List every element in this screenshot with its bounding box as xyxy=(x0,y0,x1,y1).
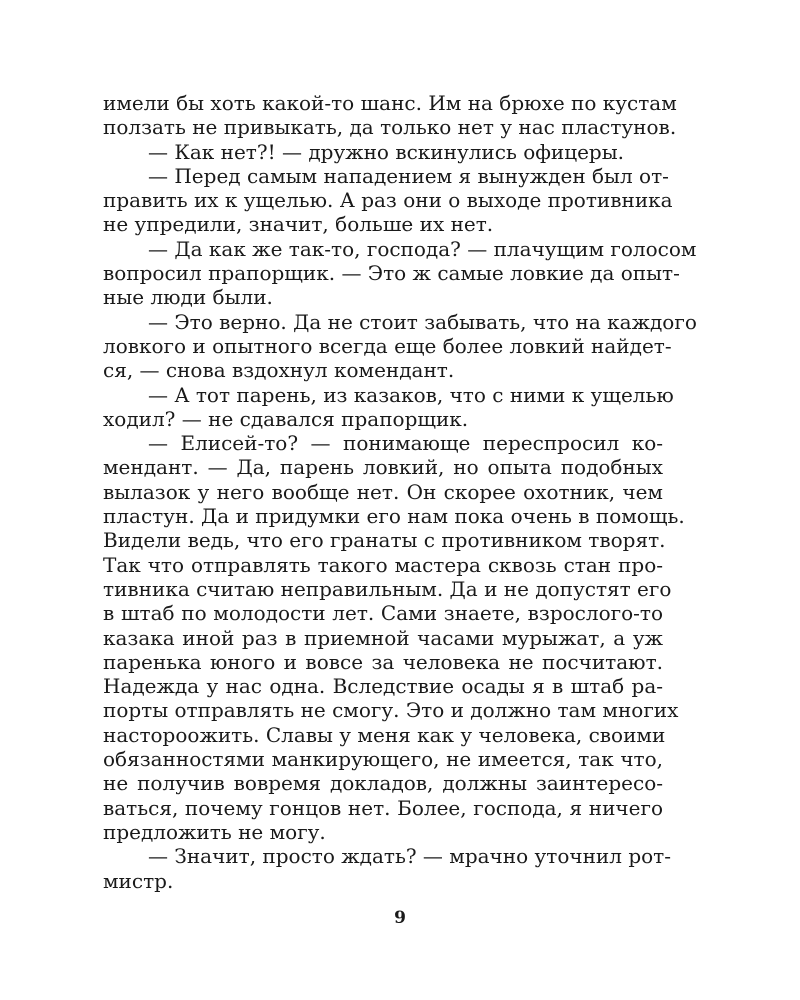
text-line: тивника считаю неправильным. Да и не допустят его xyxy=(103,576,672,601)
page-number: 9 xyxy=(394,908,406,928)
text-line: — Перед самым нападением я вынужден был от- xyxy=(148,163,669,188)
text-line: вопросил прапорщик. — Это ж самые ловкие да опыт- xyxy=(103,261,680,286)
text-line: ловкого и опытного всегда еще более ловкий найдет- xyxy=(103,333,672,358)
text-line: не упредили, значит, больше их нет. xyxy=(103,212,494,237)
text-line: пластун. Да и придумки его нам пока очень в помощь. xyxy=(103,504,685,529)
text-line: мистр. xyxy=(103,868,174,893)
text-line: мендант. — Да, парень ловкий, но опыта подобных xyxy=(103,455,663,480)
text-line: — Значит, просто ждать? — мрачно уточнил рот- xyxy=(148,844,671,869)
text-line: обязанностями манкирующего, не имеется, так что, xyxy=(103,747,663,772)
text-line: предложить не могу. xyxy=(103,819,326,844)
text-line: — Елисей-то? — понимающе переспросил ко- xyxy=(148,431,663,456)
text-line: — Да как же так-то, господа? — плачущим голосом xyxy=(148,236,697,261)
text-line: паренька юного и вовсе за человека не посчитают. xyxy=(103,649,663,674)
text-line: — А тот парень, из казаков, что с ними к ущелью xyxy=(148,382,674,407)
body-text xyxy=(103,91,697,893)
text-line: вылазок у него вообще нет. Он скорее охотник, чем xyxy=(103,479,663,504)
text-line: ползать не привыкать, да только нет у нас пластунов. xyxy=(103,115,677,140)
text-line: Так что отправлять такого мастера сквозь стан про- xyxy=(103,552,663,577)
text-line: в штаб по молодости лет. Сами знаете, взрослого-то xyxy=(103,601,663,626)
text-line: ся, — снова вздохнул комендант. xyxy=(103,358,455,383)
text-line: Надежда у нас одна. Вследствие осады я в штаб ра- xyxy=(103,674,663,699)
text-line: ходил? — не сдавался прапорщик. xyxy=(103,406,469,431)
text-line: ные люди были. xyxy=(103,285,273,310)
text-line: ваться, почему гонцов нет. Более, господа, я ничего xyxy=(103,795,663,820)
text-line: — Как нет?! — дружно вскинулись офицеры. xyxy=(148,139,625,164)
text-line: не получив вовремя докладов, должны заинтересо- xyxy=(103,771,663,796)
text-line: порты отправлять не смогу. Это и должно там многих xyxy=(103,698,679,723)
text-line: — Это верно. Да не стоит забывать, что на каждого xyxy=(148,309,697,334)
text-line: казака иной раз в приемной часами мурыжат, а уж xyxy=(103,625,663,650)
text-line: настороожить. Славы у меня как у человека, своими xyxy=(103,722,666,747)
text-line: имели бы хоть какой-то шанс. Им на брюхе по кустам xyxy=(103,91,677,115)
text-line: править их к ущелью. А раз они о выходе противника xyxy=(103,188,673,213)
text-line: Видели ведь, что его гранаты с противником творят. xyxy=(103,528,666,553)
